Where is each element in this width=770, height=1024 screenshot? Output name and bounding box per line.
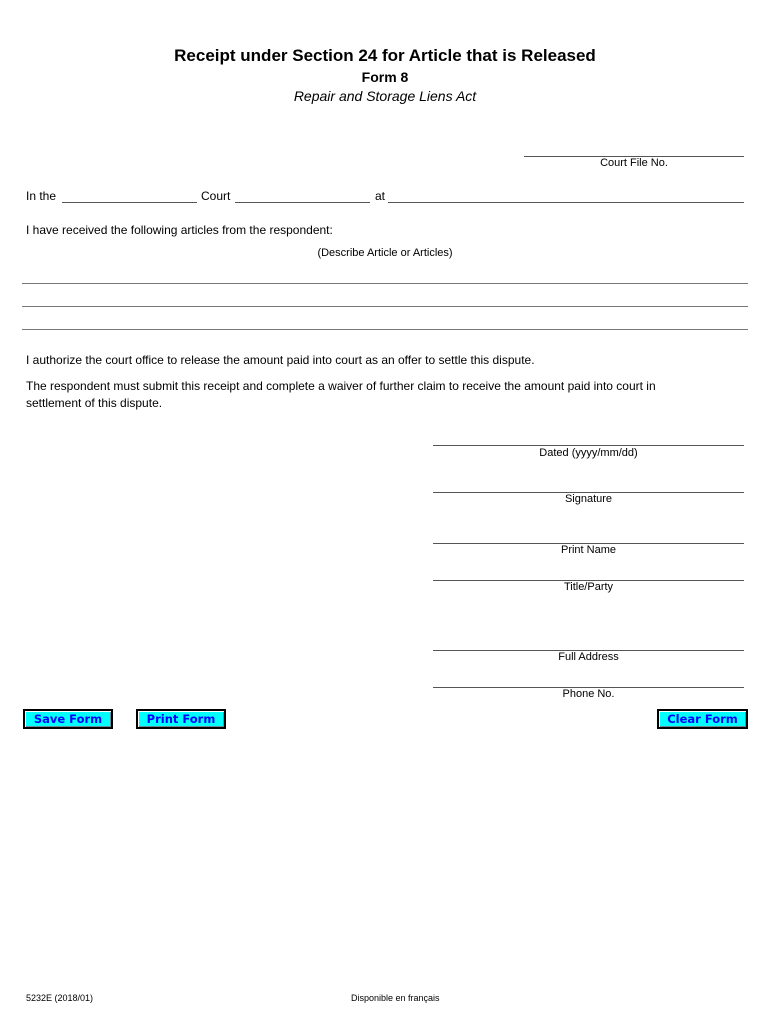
- at-label: at: [375, 189, 386, 203]
- title-party-field[interactable]: [433, 566, 744, 581]
- court-location-field[interactable]: [388, 188, 744, 203]
- title-party-label: Title/Party: [563, 581, 614, 593]
- court-file-number-label: Court File No.: [600, 157, 668, 169]
- act-name: Repair and Storage Liens Act: [293, 88, 477, 104]
- phone-label: Phone No.: [562, 688, 615, 700]
- signature-field[interactable]: [433, 478, 744, 493]
- article-line-3[interactable]: [22, 315, 748, 330]
- print-name-label: Print Name: [560, 544, 617, 556]
- save-form-button[interactable]: Save Form: [23, 709, 113, 729]
- form-title: Receipt under Section 24 for Article that is Released: [174, 46, 596, 65]
- form-code: 5232E (2018/01): [26, 993, 94, 1003]
- clear-form-button[interactable]: Clear Form: [657, 709, 748, 729]
- respondent-statement-line-1: The respondent must submit this receipt and complete a waiver of further claim to receive the amount paid into court in: [26, 379, 656, 393]
- court-file-number-field[interactable]: [524, 142, 744, 157]
- in-the-label: In the: [26, 189, 57, 203]
- signature-label: Signature: [564, 493, 613, 505]
- court-type-field[interactable]: [235, 188, 370, 203]
- respondent-statement-line-2: settlement of this dispute.: [26, 396, 163, 410]
- article-line-1[interactable]: [22, 269, 748, 284]
- full-address-field[interactable]: [433, 636, 744, 651]
- authorize-statement: I authorize the court office to release the amount paid into court as an offer to settle this dispute.: [26, 353, 535, 367]
- court-label: Court: [201, 189, 231, 203]
- print-form-button[interactable]: Print Form: [136, 709, 226, 729]
- form-number: Form 8: [361, 69, 409, 85]
- full-address-label: Full Address: [558, 651, 619, 663]
- articles-intro: I have received the following articles from the respondent:: [26, 223, 333, 237]
- articles-caption: (Describe Article or Articles): [317, 247, 453, 259]
- article-line-2[interactable]: [22, 292, 748, 307]
- dated-field[interactable]: [433, 431, 744, 446]
- print-name-field[interactable]: [433, 529, 744, 544]
- phone-field[interactable]: [433, 673, 744, 688]
- court-name-field[interactable]: [62, 188, 197, 203]
- french-availability: Disponible en français: [351, 993, 440, 1003]
- dated-label: Dated (yyyy/mm/dd): [539, 447, 638, 459]
